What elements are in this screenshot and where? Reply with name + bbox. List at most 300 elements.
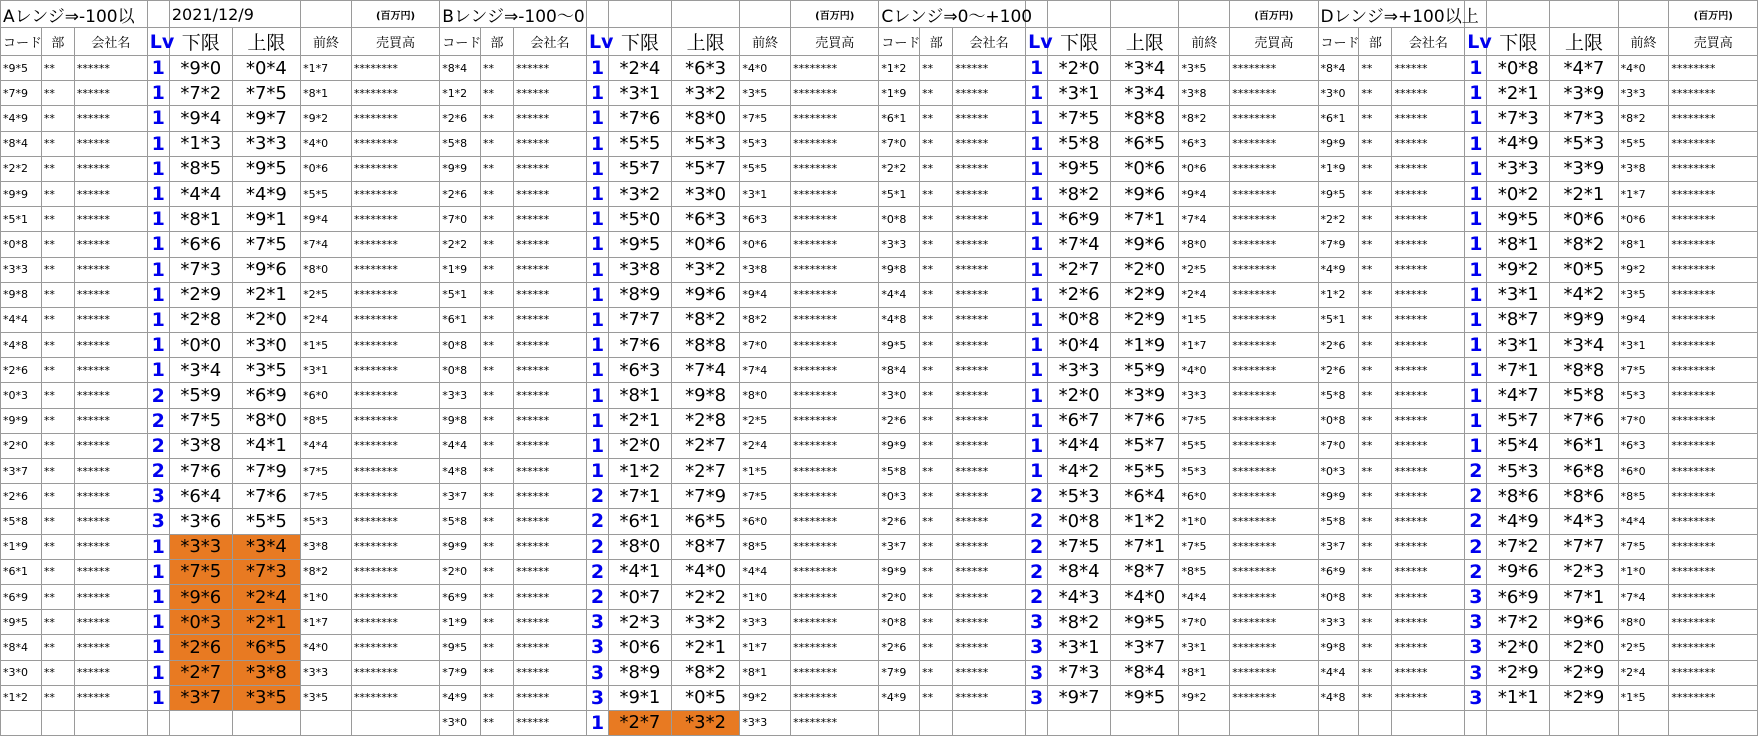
cell-lo: *9*6 (169, 584, 232, 609)
cell-sales: ******** (1230, 106, 1318, 131)
cell-lv: 1 (147, 207, 169, 232)
cell-sales: ******** (1669, 559, 1758, 584)
cell-lo: *1*1 (1487, 685, 1550, 710)
cell-lv: 1 (1026, 459, 1048, 484)
cell-hi: *4*3 (1550, 509, 1618, 534)
col-header-prev: 前終 (740, 28, 791, 56)
cell-sales: ******** (1230, 257, 1318, 282)
cell-lv: 1 (586, 333, 608, 358)
cell-code (879, 710, 920, 735)
cell-sales: ******** (351, 509, 439, 534)
cell-lv: 2 (586, 559, 608, 584)
cell-lv: 1 (1026, 156, 1048, 181)
cell-lo: *7*5 (169, 559, 232, 584)
cell-code: *3*0 (1318, 81, 1359, 106)
cell-code: *6*1 (1318, 106, 1359, 131)
cell-prev: *1*7 (1618, 181, 1669, 206)
cell-prev: *3*3 (1179, 383, 1230, 408)
cell-code: *1*2 (1318, 282, 1359, 307)
cell-name: ****** (953, 181, 1026, 206)
cell-hi: *3*9 (1111, 383, 1179, 408)
cell-lv: 2 (147, 408, 169, 433)
cell-prev: *5*3 (740, 131, 791, 156)
cell-lo: *8*0 (609, 534, 672, 559)
cell-sales: ******** (1230, 232, 1318, 257)
cell-bu: ** (481, 56, 514, 81)
cell-name: ****** (1392, 282, 1465, 307)
cell-code: *0*8 (879, 207, 920, 232)
col-header-lo: 下限 (169, 28, 232, 56)
cell-bu: ** (1359, 156, 1392, 181)
cell-hi: *8*0 (671, 106, 739, 131)
cell-sales: ******** (1230, 383, 1318, 408)
cell-lo: *7*3 (1487, 106, 1550, 131)
cell-bu: ** (481, 635, 514, 660)
blank-cell (1487, 1, 1550, 28)
range-title-b: Bレンジ⇒-100〜0 (440, 1, 587, 28)
cell-sales: ******** (791, 358, 879, 383)
cell-hi: *9*6 (1550, 610, 1618, 635)
col-header-hi: 上限 (1111, 28, 1179, 56)
cell-bu: ** (41, 56, 74, 81)
cell-hi: *4*2 (1550, 282, 1618, 307)
cell-hi: *6*3 (671, 207, 739, 232)
cell-lo: *6*9 (1487, 584, 1550, 609)
cell-lo: *0*7 (609, 584, 672, 609)
cell-bu: ** (1359, 660, 1392, 685)
cell-hi: *7*6 (232, 484, 300, 509)
cell-lv: 2 (1026, 509, 1048, 534)
cell-code: *9*8 (1, 282, 42, 307)
cell-code: *8*4 (1, 131, 42, 156)
cell-sales: ******** (1230, 635, 1318, 660)
cell-name: ****** (953, 131, 1026, 156)
cell-bu: ** (920, 156, 953, 181)
cell-prev: *3*3 (740, 710, 791, 735)
cell-sales: ******** (351, 484, 439, 509)
cell-code: *7*9 (440, 660, 481, 685)
cell-bu: ** (481, 232, 514, 257)
cell-prev: *7*5 (301, 484, 352, 509)
cell-name: ****** (1392, 156, 1465, 181)
cell-sales: ******** (1669, 610, 1758, 635)
cell-lv: 3 (147, 509, 169, 534)
cell-prev: *2*5 (1179, 257, 1230, 282)
cell-name: ****** (514, 635, 587, 660)
cell-code: *3*0 (879, 383, 920, 408)
cell-lv: 1 (586, 56, 608, 81)
cell-lo: *8*6 (1487, 484, 1550, 509)
unit-label: (百万円) (791, 1, 879, 28)
cell-lv: 2 (586, 534, 608, 559)
cell-prev: *5*5 (1179, 433, 1230, 458)
cell-name: ****** (74, 383, 147, 408)
cell-hi: *7*6 (1111, 408, 1179, 433)
cell-sales: ******** (1669, 106, 1758, 131)
cell-sales: ******** (1230, 156, 1318, 181)
cell-prev: *9*2 (1179, 685, 1230, 710)
cell-code: *9*9 (440, 534, 481, 559)
cell-code: *4*8 (440, 459, 481, 484)
cell-name: ****** (1392, 584, 1465, 609)
cell-lo: *9*5 (1487, 207, 1550, 232)
cell-prev: *8*5 (740, 534, 791, 559)
cell-lv: 1 (147, 685, 169, 710)
cell-hi: *9*5 (1111, 685, 1179, 710)
cell-bu: ** (1359, 307, 1392, 332)
table-row (1, 358, 1758, 383)
cell-prev: *4*0 (740, 56, 791, 81)
cell-lv: 1 (1465, 408, 1487, 433)
cell-name (953, 710, 1026, 735)
cell-bu (41, 710, 74, 735)
cell-name: ****** (514, 207, 587, 232)
cell-name: ****** (953, 56, 1026, 81)
unit-label: (百万円) (1230, 1, 1318, 28)
cell-name: ****** (953, 559, 1026, 584)
cell-hi: *9*6 (671, 282, 739, 307)
cell-name: ****** (514, 106, 587, 131)
cell-hi: *2*8 (671, 408, 739, 433)
cell-prev: *4*4 (740, 559, 791, 584)
cell-bu: ** (481, 333, 514, 358)
cell-lv: 1 (1465, 333, 1487, 358)
cell-lo: *2*0 (1048, 383, 1111, 408)
cell-code: *3*3 (879, 232, 920, 257)
cell-name: ****** (953, 459, 1026, 484)
cell-code: *5*1 (440, 282, 481, 307)
cell-prev: *1*7 (740, 635, 791, 660)
cell-bu: ** (920, 459, 953, 484)
cell-prev: *1*5 (1179, 307, 1230, 332)
col-header-prev: 前終 (1179, 28, 1230, 56)
cell-hi: *2*0 (1111, 257, 1179, 282)
cell-prev: *6*3 (1179, 131, 1230, 156)
cell-hi: *9*6 (232, 257, 300, 282)
cell-lo: *8*9 (609, 282, 672, 307)
cell-hi: *9*1 (232, 207, 300, 232)
cell-hi: *8*2 (671, 660, 739, 685)
cell-lo: *3*7 (169, 685, 232, 710)
cell-lo: *4*9 (1487, 509, 1550, 534)
cell-lo (1048, 710, 1111, 735)
col-header-lv: Lv (1026, 28, 1048, 56)
cell-lo: *6*7 (1048, 408, 1111, 433)
cell-prev: *3*8 (1179, 81, 1230, 106)
cell-lv: 1 (147, 181, 169, 206)
cell-lo: *7*5 (1048, 106, 1111, 131)
col-header-sales: 売買高 (791, 28, 879, 56)
cell-lv: 1 (1026, 207, 1048, 232)
cell-lo: *6*1 (609, 509, 672, 534)
cell-hi: *7*7 (1550, 534, 1618, 559)
cell-sales: ******** (791, 156, 879, 181)
cell-bu: ** (481, 433, 514, 458)
cell-sales: ******** (791, 685, 879, 710)
cell-name: ****** (953, 635, 1026, 660)
cell-name: ****** (1392, 383, 1465, 408)
cell-sales: ******** (1669, 509, 1758, 534)
cell-code: *4*4 (1318, 660, 1359, 685)
cell-code: *4*4 (879, 282, 920, 307)
cell-hi: *8*8 (1550, 358, 1618, 383)
cell-code: *1*9 (440, 610, 481, 635)
cell-hi: *9*7 (232, 106, 300, 131)
cell-code: *1*9 (879, 81, 920, 106)
cell-name: ****** (74, 333, 147, 358)
cell-name: ****** (1392, 358, 1465, 383)
cell-prev: *7*0 (1618, 408, 1669, 433)
cell-lo (1487, 710, 1550, 735)
table-row (1, 333, 1758, 358)
col-header-lo: 下限 (609, 28, 672, 56)
cell-hi: *6*1 (1550, 433, 1618, 458)
cell-lv: 1 (1465, 207, 1487, 232)
cell-code: *9*8 (440, 408, 481, 433)
cell-hi: *3*3 (232, 131, 300, 156)
cell-sales: ******** (351, 408, 439, 433)
cell-lo: *7*1 (609, 484, 672, 509)
cell-prev: *7*5 (1179, 408, 1230, 433)
cell-hi: *7*9 (671, 484, 739, 509)
cell-name: ****** (1392, 685, 1465, 710)
cell-lv: 1 (147, 232, 169, 257)
cell-prev: *8*0 (740, 383, 791, 408)
cell-sales: ******** (791, 333, 879, 358)
cell-hi: *2*4 (232, 584, 300, 609)
cell-name: ****** (1392, 257, 1465, 282)
col-header-lv: Lv (1465, 28, 1487, 56)
cell-lv: 3 (1465, 660, 1487, 685)
cell-prev: *2*5 (301, 282, 352, 307)
cell-lv: 1 (1026, 358, 1048, 383)
cell-prev: *1*0 (1618, 559, 1669, 584)
table-row (1, 81, 1758, 106)
cell-hi: *6*5 (671, 509, 739, 534)
cell-sales: ******** (1230, 333, 1318, 358)
cell-code: *1*2 (1, 685, 42, 710)
cell-bu: ** (920, 685, 953, 710)
cell-lo: *3*6 (169, 509, 232, 534)
cell-hi: *3*5 (232, 685, 300, 710)
cell-sales: ******** (1230, 509, 1318, 534)
cell-prev: *1*7 (301, 56, 352, 81)
cell-code: *3*3 (1, 257, 42, 282)
cell-prev: *1*7 (1179, 333, 1230, 358)
cell-sales: ******** (1669, 232, 1758, 257)
cell-sales: ******** (351, 559, 439, 584)
cell-sales: ******** (1669, 81, 1758, 106)
cell-sales: ******** (351, 660, 439, 685)
cell-name: ****** (1392, 635, 1465, 660)
cell-name: ****** (1392, 232, 1465, 257)
cell-lv: 1 (1465, 181, 1487, 206)
cell-code: *2*2 (1, 156, 42, 181)
cell-bu: ** (481, 156, 514, 181)
cell-prev: *3*3 (301, 660, 352, 685)
cell-lv: 1 (1026, 257, 1048, 282)
cell-bu: ** (481, 307, 514, 332)
cell-hi: *2*0 (232, 307, 300, 332)
cell-sales: ******** (791, 232, 879, 257)
cell-bu: ** (1359, 56, 1392, 81)
cell-code: *4*8 (1318, 685, 1359, 710)
cell-prev: *3*5 (1179, 56, 1230, 81)
cell-hi: *5*3 (1550, 131, 1618, 156)
cell-sales: ******** (351, 584, 439, 609)
cell-code: *8*4 (1318, 56, 1359, 81)
cell-lv: 1 (147, 358, 169, 383)
cell-hi: *5*9 (1111, 358, 1179, 383)
cell-lv: 1 (1026, 232, 1048, 257)
cell-bu: ** (481, 81, 514, 106)
cell-prev: *9*4 (740, 282, 791, 307)
cell-prev (1618, 710, 1669, 735)
cell-name: ****** (953, 232, 1026, 257)
cell-name: ****** (1392, 433, 1465, 458)
cell-lv: 3 (1465, 584, 1487, 609)
cell-bu (920, 710, 953, 735)
cell-sales: ******** (1669, 484, 1758, 509)
cell-bu: ** (481, 181, 514, 206)
cell-code: *3*7 (1318, 534, 1359, 559)
blank-cell (609, 1, 672, 28)
cell-prev: *6*0 (301, 383, 352, 408)
cell-prev: *5*3 (301, 509, 352, 534)
cell-bu: ** (41, 131, 74, 156)
cell-bu: ** (1359, 433, 1392, 458)
cell-prev: *1*0 (301, 584, 352, 609)
cell-prev: *3*1 (1618, 333, 1669, 358)
cell-hi: *2*7 (671, 459, 739, 484)
cell-prev: *7*4 (1618, 584, 1669, 609)
cell-code (1, 710, 42, 735)
cell-sales: ******** (1230, 559, 1318, 584)
cell-bu: ** (920, 81, 953, 106)
cell-bu: ** (481, 534, 514, 559)
cell-code: *2*2 (1318, 207, 1359, 232)
cell-lv: 1 (1026, 282, 1048, 307)
cell-code: *2*6 (440, 106, 481, 131)
cell-lo: *5*0 (609, 207, 672, 232)
cell-code: *0*3 (1318, 459, 1359, 484)
cell-sales: ******** (791, 584, 879, 609)
col-header-lv: Lv (147, 28, 169, 56)
cell-prev: *6*0 (1179, 484, 1230, 509)
cell-sales: ******** (1230, 81, 1318, 106)
cell-sales: ******** (1230, 307, 1318, 332)
cell-prev: *8*5 (1179, 559, 1230, 584)
cell-code: *0*8 (1318, 408, 1359, 433)
cell-code: *2*2 (440, 232, 481, 257)
cell-sales: ******** (1669, 433, 1758, 458)
cell-prev: *7*5 (1618, 534, 1669, 559)
cell-hi: *1*2 (1111, 509, 1179, 534)
cell-bu: ** (1359, 333, 1392, 358)
cell-hi: *8*4 (1111, 660, 1179, 685)
cell-lo: *9*0 (169, 56, 232, 81)
cell-code: *0*3 (1, 383, 42, 408)
cell-code: *2*0 (879, 584, 920, 609)
col-header-sales: 売買高 (1230, 28, 1318, 56)
cell-sales: ******** (791, 408, 879, 433)
cell-lv: 1 (586, 181, 608, 206)
table-row (1, 509, 1758, 534)
cell-lo: *8*7 (1487, 307, 1550, 332)
cell-sales: ******** (791, 81, 879, 106)
cell-sales: ******** (1669, 584, 1758, 609)
cell-bu: ** (920, 408, 953, 433)
cell-bu: ** (41, 584, 74, 609)
cell-bu: ** (481, 257, 514, 282)
cell-bu: ** (41, 106, 74, 131)
cell-prev: *1*7 (301, 610, 352, 635)
cell-bu: ** (481, 383, 514, 408)
cell-name: ****** (1392, 459, 1465, 484)
cell-lv: 2 (1026, 534, 1048, 559)
cell-name (1392, 710, 1465, 735)
cell-lo: *0*0 (169, 333, 232, 358)
cell-sales: ******** (791, 282, 879, 307)
cell-name: ****** (953, 433, 1026, 458)
cell-lo: *9*1 (609, 685, 672, 710)
cell-hi: *3*5 (232, 358, 300, 383)
cell-lo: *0*3 (169, 610, 232, 635)
cell-code: *1*9 (1318, 156, 1359, 181)
cell-sales: ******** (1230, 484, 1318, 509)
cell-name: ****** (74, 81, 147, 106)
col-header-bu: 部 (920, 28, 953, 56)
cell-code: *5*1 (879, 181, 920, 206)
table-row (1, 106, 1758, 131)
blank-cell (1048, 1, 1111, 28)
cell-code: *9*8 (879, 257, 920, 282)
cell-hi: *3*7 (1111, 635, 1179, 660)
table-row (1, 257, 1758, 282)
cell-lv: 3 (1465, 685, 1487, 710)
cell-code: *4*4 (1, 307, 42, 332)
table-row (1, 635, 1758, 660)
cell-code: *2*6 (879, 635, 920, 660)
cell-name: ****** (953, 333, 1026, 358)
cell-sales: ******** (351, 307, 439, 332)
cell-code: *0*8 (879, 610, 920, 635)
cell-code: *8*4 (1, 635, 42, 660)
cell-bu: ** (41, 81, 74, 106)
cell-code: *2*6 (440, 181, 481, 206)
cell-code (1318, 710, 1359, 735)
cell-code: *4*9 (1, 106, 42, 131)
cell-hi: *8*7 (1111, 559, 1179, 584)
cell-bu: ** (1359, 207, 1392, 232)
cell-name: ****** (953, 156, 1026, 181)
cell-hi: *4*1 (232, 433, 300, 458)
cell-lo: *0*8 (1048, 509, 1111, 534)
cell-name: ****** (1392, 509, 1465, 534)
cell-lv: 2 (1465, 534, 1487, 559)
cell-hi: *2*1 (232, 282, 300, 307)
cell-prev: *8*0 (1618, 610, 1669, 635)
cell-code: *3*0 (440, 710, 481, 735)
cell-sales: ******** (1669, 257, 1758, 282)
cell-lo: *3*1 (1487, 333, 1550, 358)
cell-name: ****** (953, 610, 1026, 635)
cell-lo: *9*5 (1048, 156, 1111, 181)
table-row (1, 710, 1758, 735)
cell-code: *4*8 (879, 307, 920, 332)
cell-hi: *8*2 (671, 307, 739, 332)
cell-prev: *3*1 (740, 181, 791, 206)
